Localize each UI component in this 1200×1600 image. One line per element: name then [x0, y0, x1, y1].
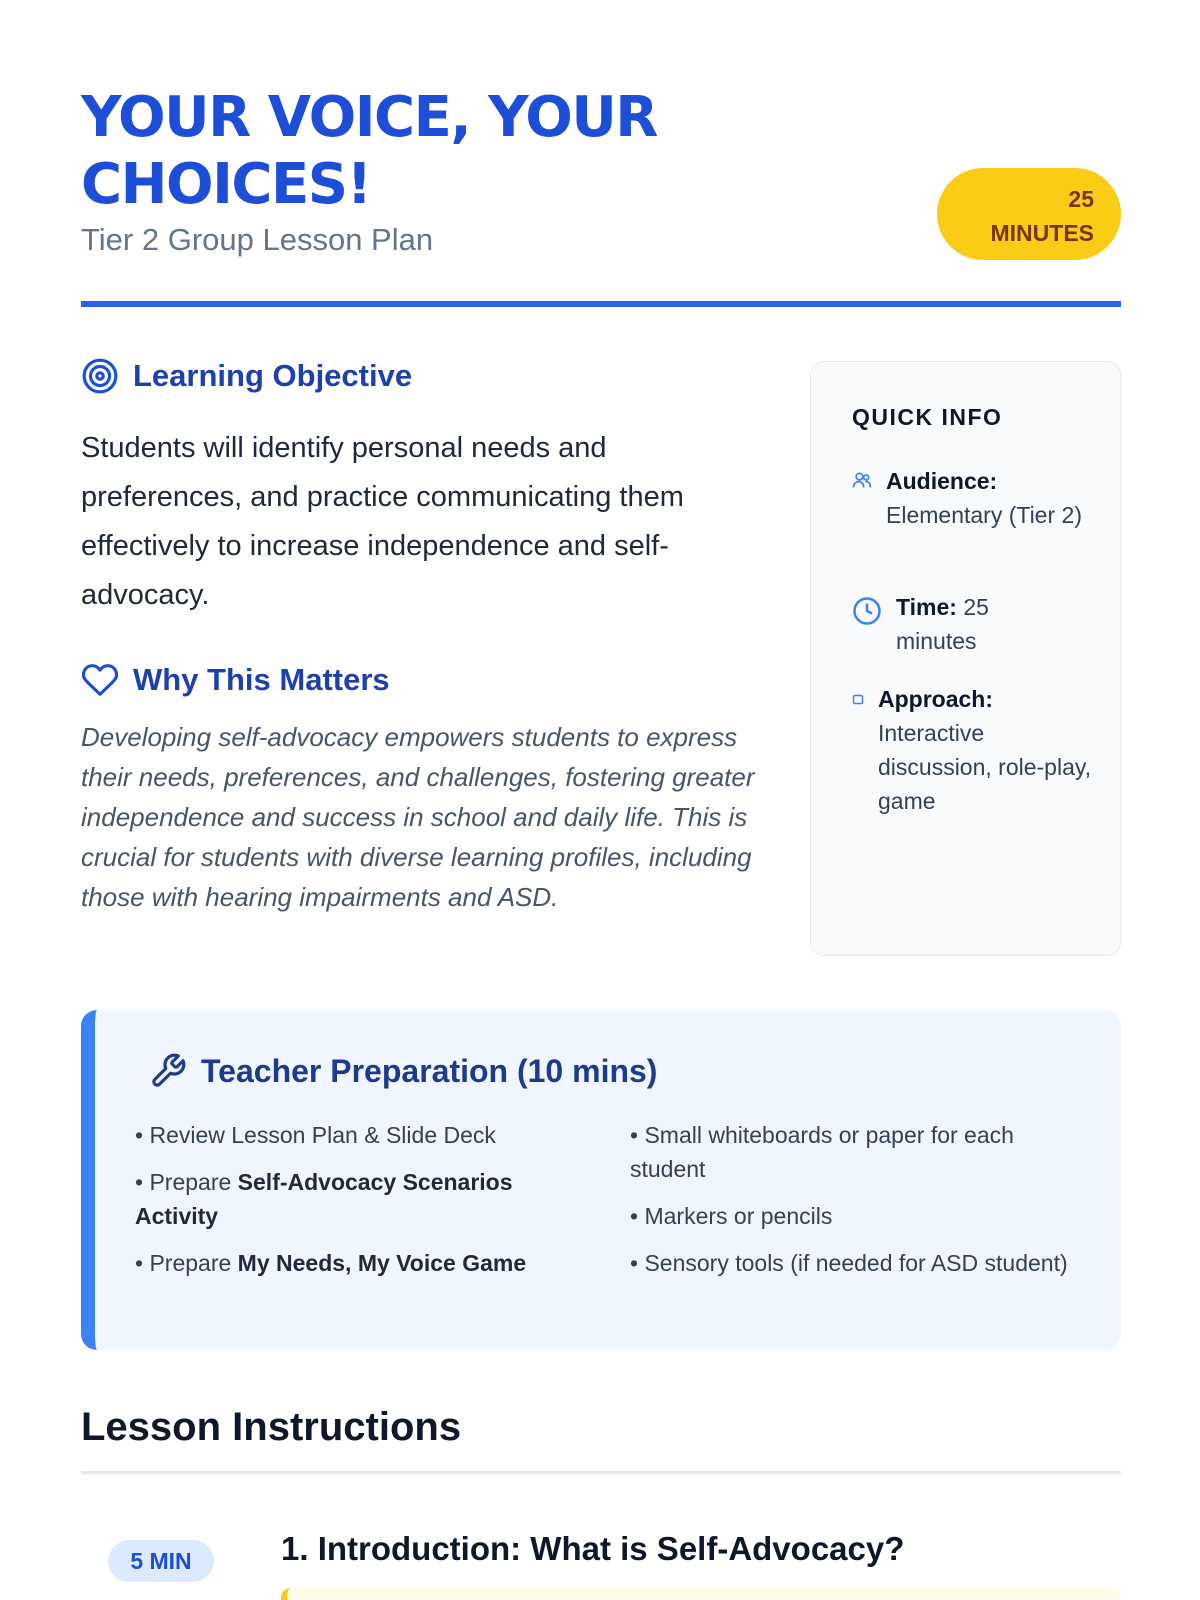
- list-item: • Sensory tools (if needed for ASD student): [630, 1246, 1070, 1280]
- audience-value: Elementary (Tier 2): [886, 502, 1082, 528]
- time-label: Time:: [896, 594, 957, 620]
- why-heading-label: Why This Matters: [133, 662, 390, 697]
- lesson-title: YOUR VOICE, YOUR CHOICES!: [81, 85, 657, 217]
- list-item: • Prepare My Needs, My Voice Game: [135, 1246, 575, 1280]
- prep-list-right: [630, 1118, 1070, 1293]
- quick-info-card: [810, 361, 1121, 956]
- heart-icon: [81, 661, 119, 699]
- target-icon: [81, 357, 119, 395]
- approach-value: Interactive discussion, role-play, game: [878, 720, 1092, 814]
- quick-info-approach: [852, 682, 1092, 818]
- quick-info-title: QUICK INFO: [852, 404, 1003, 430]
- list-item: • Markers or pencils: [630, 1199, 1070, 1233]
- list-item: • Review Lesson Plan & Slide Deck: [135, 1118, 575, 1152]
- objective-text: Students will identify personal needs and preferences, and practice communicating them effectively to increase independence and self-advocacy.: [81, 432, 684, 611]
- approach-label: Approach:: [878, 686, 993, 712]
- why-heading: [81, 661, 390, 699]
- prep-heading: [149, 1052, 657, 1090]
- header-divider: [81, 301, 1121, 307]
- prep-heading-label: Teacher Preparation (10 mins): [201, 1052, 658, 1089]
- users-icon: [852, 470, 872, 490]
- quick-info-audience: [852, 464, 1102, 532]
- prep-list-left: [135, 1118, 575, 1293]
- list-item: • Prepare Self-Advocacy Scenarios Activity: [135, 1165, 575, 1233]
- duration-badge: [937, 168, 1121, 260]
- instructions-title: Lesson Instructions: [81, 1405, 462, 1449]
- step-callout-box: [281, 1588, 1121, 1600]
- audience-label: Audience:: [886, 468, 998, 494]
- duration-unit: MINUTES: [990, 220, 1094, 246]
- quick-info-time: [852, 590, 1052, 658]
- list-item: • Small whiteboards or paper for each student: [630, 1118, 1070, 1186]
- teacher-prep-box: [81, 1010, 1121, 1350]
- why-text: Developing self-advocacy empowers students to express their needs, preferences, and challenges, fostering greater independence and success in school and daily life. This is crucial for students with diverse learning profiles, including those with hearing impairments and ASD.: [81, 722, 755, 912]
- lesson-subtitle: Tier 2 Group Lesson Plan: [81, 222, 434, 257]
- chat-icon: [852, 694, 864, 706]
- clock-icon: [852, 596, 882, 626]
- lesson-header: [81, 84, 1121, 258]
- duration-number: 25: [1068, 186, 1094, 212]
- step-duration-badge: 5 MIN: [108, 1540, 214, 1582]
- wrench-icon: [149, 1052, 187, 1090]
- objective-heading: [81, 357, 412, 395]
- objective-heading-label: Learning Objective: [133, 358, 413, 393]
- step-title: 1. Introduction: What is Self-Advocacy?: [281, 1530, 905, 1567]
- time-value: 25 minutes: [896, 594, 989, 654]
- instructions-divider: [81, 1471, 1121, 1474]
